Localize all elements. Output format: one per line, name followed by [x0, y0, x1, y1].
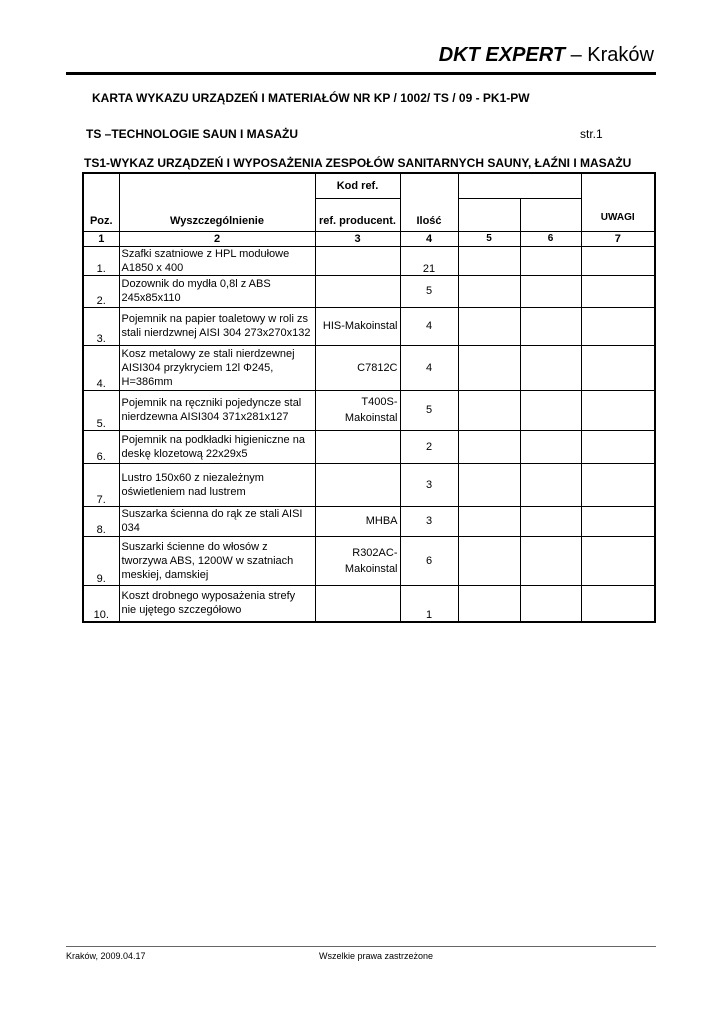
row-description: Pojemnik na ręczniki pojedyncze stal nierdzewna AISI304 371x281x127	[119, 390, 315, 430]
table-row	[83, 275, 655, 307]
row-qty: 6	[400, 536, 458, 585]
header-poz: Poz.	[83, 173, 119, 231]
row-description: Lustro 150x60 z niezależnym oświetleniem nad lustrem	[119, 463, 315, 506]
row-poz: 5.	[83, 390, 119, 430]
footer-divider	[66, 946, 656, 947]
row-cell	[458, 345, 520, 390]
row-code	[315, 275, 400, 307]
row-cell	[581, 307, 655, 345]
row-description: Dozownik do mydła 0,8l z ABS 245x85x110	[119, 275, 315, 307]
header-notes: UWAGI	[581, 173, 655, 231]
row-cell	[520, 430, 581, 463]
row-cell	[520, 536, 581, 585]
header-code-bottom: ref. producent.	[315, 198, 400, 231]
row-cell	[520, 345, 581, 390]
row-qty: 3	[400, 463, 458, 506]
row-poz: 8.	[83, 506, 119, 536]
column-number: 4	[400, 231, 458, 246]
row-cell	[458, 430, 520, 463]
row-cell	[581, 275, 655, 307]
header-blank-top	[458, 173, 581, 198]
table-row	[83, 390, 655, 430]
row-code: HIS-Makoinstal	[315, 307, 400, 345]
row-poz: 1.	[83, 246, 119, 275]
row-poz: 7.	[83, 463, 119, 506]
table-row	[83, 430, 655, 463]
header-blank-col5	[458, 198, 520, 231]
document-title: KARTA WYKAZU URZĄDZEŃ I MATERIAŁÓW NR KP / 1002/ TS / 09 - PK1-PW	[92, 91, 530, 105]
footer-date: Kraków, 2009.04.17	[66, 951, 146, 961]
table-row	[83, 536, 655, 585]
row-description: Szafki szatniowe z HPL modułowe A1850 x 400	[119, 246, 315, 275]
column-number: 2	[119, 231, 315, 246]
table-row	[83, 345, 655, 390]
row-cell	[458, 275, 520, 307]
column-number: 6	[520, 231, 581, 246]
row-description: Koszt drobnego wyposażenia strefy nie ujętego szczegółowo	[119, 585, 315, 622]
row-cell	[458, 463, 520, 506]
row-cell	[581, 345, 655, 390]
row-cell	[458, 536, 520, 585]
row-cell	[520, 307, 581, 345]
footer-rights: Wszelkie prawa zastrzeżone	[319, 951, 434, 961]
row-poz: 9.	[83, 536, 119, 585]
row-description: Pojemnik na papier toaletowy w roli zs stali nierdzwnej AISI 304 273x270x132	[119, 307, 315, 345]
header-qty: Ilość	[400, 173, 458, 231]
row-poz: 4.	[83, 345, 119, 390]
row-cell	[520, 275, 581, 307]
header-description: Wyszczególnienie	[119, 173, 315, 231]
column-number: 1	[83, 231, 119, 246]
row-qty: 5	[400, 390, 458, 430]
row-qty: 21	[400, 246, 458, 275]
row-description: Suszarka ścienna do rąk ze stali AISI 034	[119, 506, 315, 536]
table-row	[83, 246, 655, 275]
row-cell	[520, 463, 581, 506]
section-title: TS –TECHNOLOGIE SAUN I MASAŻU	[86, 127, 299, 141]
row-cell	[581, 463, 655, 506]
table-row	[83, 463, 655, 506]
row-description: Kosz metalowy ze stali nierdzewnej AISI304 przykryciem 12l Φ245, H=386mm	[119, 345, 315, 390]
table-row	[83, 585, 655, 622]
header-row-top	[83, 173, 655, 198]
row-description: Suszarki ścienne do włosów z tworzywa ABS, 1200W w szatniach meskiej, damskiej	[119, 536, 315, 585]
row-cell	[458, 390, 520, 430]
column-number: 3	[315, 231, 400, 246]
row-poz: 6.	[83, 430, 119, 463]
row-code	[315, 246, 400, 275]
page-number: str.1	[580, 127, 603, 141]
row-code: R302AC-Makoinstal	[315, 536, 400, 585]
row-poz: 10.	[83, 585, 119, 622]
column-number-row	[83, 231, 655, 246]
row-cell	[581, 246, 655, 275]
row-cell	[581, 506, 655, 536]
row-qty: 5	[400, 275, 458, 307]
row-poz: 2.	[83, 275, 119, 307]
row-qty: 4	[400, 307, 458, 345]
row-poz: 3.	[83, 307, 119, 345]
header-blank-col6	[520, 198, 581, 231]
table-row	[83, 506, 655, 536]
row-cell	[520, 390, 581, 430]
column-number: 5	[458, 231, 520, 246]
row-cell	[458, 506, 520, 536]
row-qty: 3	[400, 506, 458, 536]
row-cell	[581, 390, 655, 430]
row-qty: 1	[400, 585, 458, 622]
header-code-top: Kod ref.	[315, 173, 400, 198]
row-cell	[520, 506, 581, 536]
list-title: TS1-WYKAZ URZĄDZEŃ I WYPOSAŻENIA ZESPOŁÓW SANITARNYCH SAUNY, ŁAŹNI I MASAŻU	[84, 156, 632, 170]
row-description: Pojemnik na podkładki higieniczne na deskę klozetową 22x29x5	[119, 430, 315, 463]
company-brand: DKT EXPERT	[438, 44, 566, 66]
header-divider	[66, 72, 656, 75]
row-cell	[581, 585, 655, 622]
row-code	[315, 463, 400, 506]
column-number: 7	[581, 231, 655, 246]
row-cell	[458, 307, 520, 345]
row-qty: 2	[400, 430, 458, 463]
row-code: C7812C	[315, 345, 400, 390]
row-cell	[581, 430, 655, 463]
equipment-table	[82, 172, 656, 623]
row-cell	[581, 536, 655, 585]
row-cell	[458, 246, 520, 275]
row-cell	[458, 585, 520, 622]
row-cell	[520, 246, 581, 275]
row-code: T400S-Makoinstal	[315, 390, 400, 430]
table-row	[83, 307, 655, 345]
company-city: – Kraków	[565, 44, 654, 66]
row-code	[315, 430, 400, 463]
row-cell	[520, 585, 581, 622]
row-code: MHBA	[315, 506, 400, 536]
row-code	[315, 585, 400, 622]
row-qty: 4	[400, 345, 458, 390]
company-header	[439, 44, 654, 67]
